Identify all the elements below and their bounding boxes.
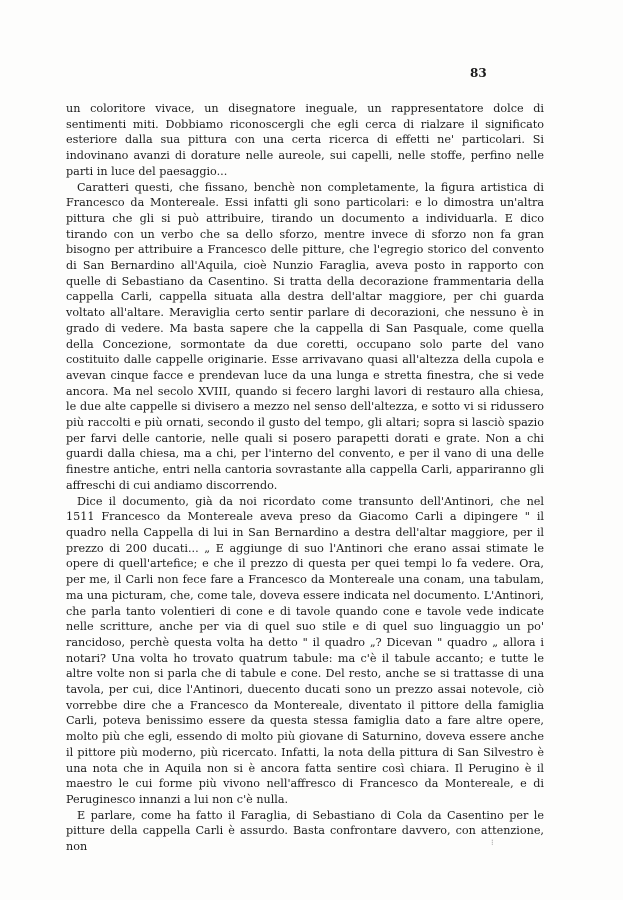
page-number: 83 [470, 66, 487, 80]
paragraph-continuation: un coloritore vivace, un disegnatore ineguale, un rappresentatore dolce di sentimenti miti. Dobbiamo riconoscergli che egli cerca di rialzare il significato esteriore dalla sua pittura con una certa ricerca di effetti ne' particolari. Si indovinano avanzi di dorature nelle aureole, sui capelli, nelle stoffe, perfino nelle parti in luce del paesaggio... [66, 102, 544, 178]
body-text [66, 101, 544, 855]
margin-mark: ⁝ [491, 838, 494, 847]
paragraph: E parlare, come ha fatto il Faraglia, di Sebastiano di Cola da Casentino per le pitture della cappella Carli è assurdo. Basta confrontare davvero, con attenzione, non [66, 808, 544, 854]
paragraph: Dice il documento, già da noi ricordato come transunto dell'Antinori, che nel 1511 Francesco da Montereale aveva preso da Giacomo Carli a dipingere " il quadro nella Cappella di lui in San Bernardino a destra dell'altar maggiore, per il prezzo di 200 ducati... „ E aggiunge di suo l'Antinori che erano assai stimate le opere di quell'artefice; e che il prezzo di questa per quei tempi lo fa vedere. Ora, per me, il Carli non fece fare a Francesco da Montereale una conam, una tabulam, ma una picturam, che, come tale, doveva essere indicata nel documento. L'Antinori, che parla tanto volentieri di cone e di tavole quando cone e tavole vede indicate nelle scritture, anche per via di quel suo stile e di quel suo linguaggio un po' rancidoso, perchè questa volta ha detto " il quadro „? Dicevan " quadro „ allora i notari? Una volta ho trovato quatrum tabule: ma c'è il tabule accanto; e tutte le altre volte non si parla che di tabule e cone. Del resto, anche se si trattasse di una tavola, per cui, dice l'Antinori, duecento ducati sono un prezzo assai notevole, ciò vorrebbe dire che a Francesco da Montereale, diventato il pittore della famiglia Carli, poteva benissimo essere da questa stessa famiglia dato a fare altre opere, molto più che egli, essendo di molto più giovane di Saturnino, doveva essere anche il pittore più moderno, più ricercato. Infatti, la nota della pittura di San Silvestro è una nota che in Aquila non si è ancora fatta sentire così chiara. Il Perugino è il maestro le cui forme più vivono nell'affresco di Francesco da Montereale, e di Peruginesco innanzi a lui non c'è nulla. [66, 494, 544, 806]
paragraph: Caratteri questi, che fissano, benchè non completamente, la figura artistica di Francesco da Montereale. Essi infatti gli sono particolari: e lo dimostra un'altra pittura che gli si può attribuire, tirando un documento a individuarla. E dico tirando con un verbo che sa dello sforzo, mentre invece di sforzo non fa gran bisogno per attribuire a Francesco delle pitture, che l'egregio storico del convento di San Bernardino all'Aquila, cioè Nunzio Faraglia, aveva posto in rapporto con quelle di Sebastiano da Casentino. Si tratta della decorazione frammentaria della cappella Carli, cappella situata alla destra dell'altar maggiore, per chi guarda voltato all'altare. Meraviglia certo sentir parlare di decorazioni, che nessuno è in grado di vedere. Ma basta sapere che la cappella di San Pasquale, come quella della Concezione, sormontate da due coretti, occupano solo parte del vano costituito dalle cappelle originarie. Esse arrivavano quasi all'altezza della cupola e avevan cinque facce e prendevan luce da una lunga e stretta finestra, che si vede ancora. Ma nel secolo XVIII, quando si fecero larghi lavori di restauro alla chiesa, le due alte cappelle si divisero a mezzo nel senso dell'altezza, e sotto vi si ridussero più raccolti e più ornati, secondo il gusto del tempo, gli altari; sopra si lasciò spazio per farvi delle cantorie, nelle quali si posero parapetti dorati e grate. Non a chi guardi dalla chiesa, ma a chi, per l'interno del convento, e per il vano di una delle finestre antiche, entri nella cantoria sovrastante alla cappella Carli, appariranno gli affreschi di cui andiamo discorrendo. [66, 180, 544, 492]
